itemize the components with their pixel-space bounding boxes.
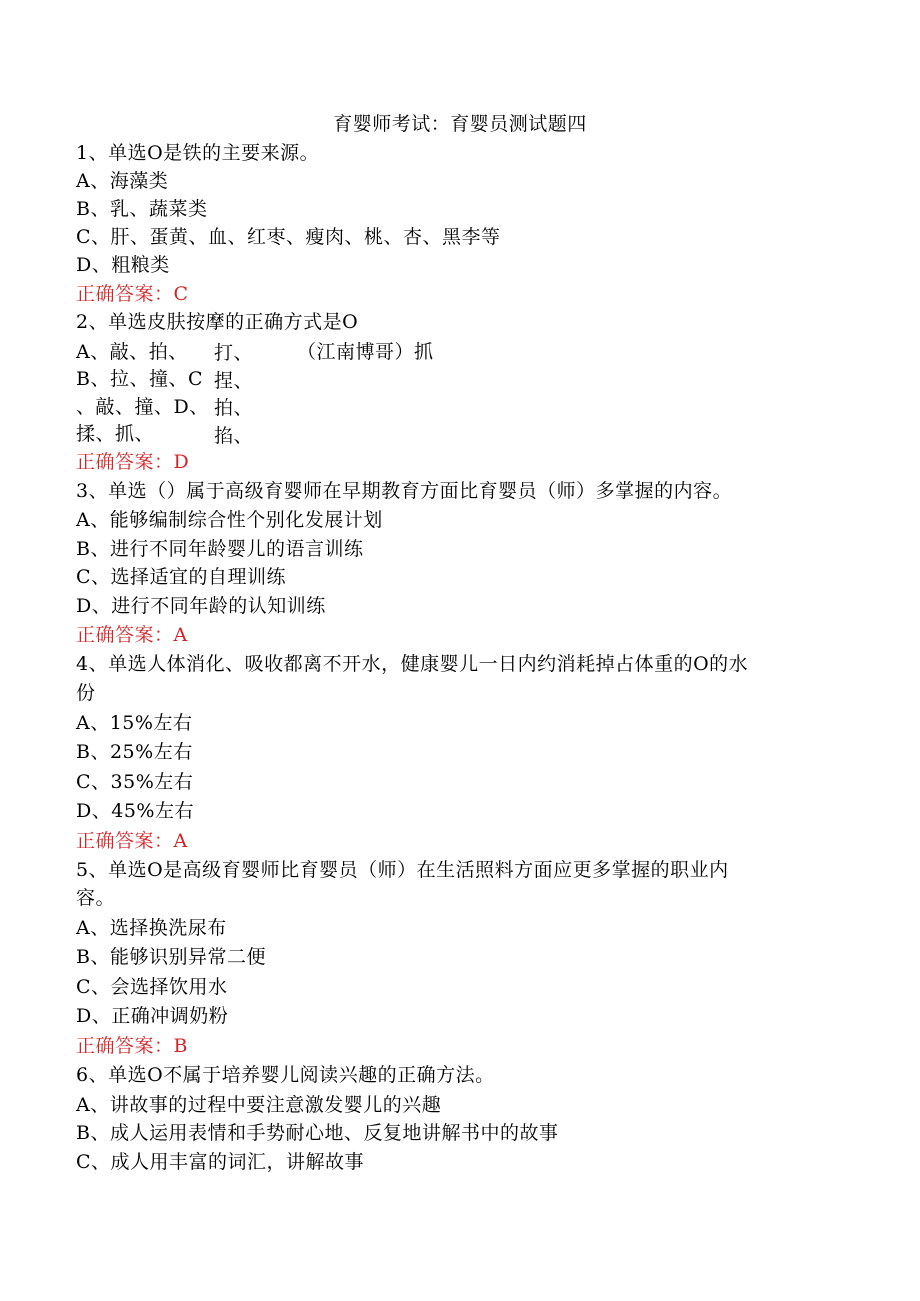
question-1-stem: 1、单选O是铁的主要来源。 (76, 142, 320, 164)
page-title: 育婴师考试：育婴员测试题四 (333, 113, 587, 135)
answer-label: 正确答案： (76, 830, 174, 852)
question-3-option-b: B、进行不同年龄婴儿的语言训练 (76, 538, 364, 560)
question-3-option-c: C、选择适宜的自理训练 (76, 566, 287, 588)
question-2-col2-row1: 打、 (214, 342, 254, 364)
question-1-option-a: A、海藻类 (76, 170, 169, 192)
question-2-col1-row1: A、敲、拍、 (76, 341, 188, 363)
question-2-col3-row1: （江南博哥）抓 (297, 341, 434, 363)
question-4-stem-line1: 4、单选人体消化、吸收都离不开水，健康婴儿一日内约消耗掉占体重的O的水 (76, 653, 749, 675)
question-6-option-b: B、成人运用表情和手势耐心地、反复地讲解书中的故事 (76, 1122, 559, 1144)
question-4-option-b: B、25%左右 (76, 741, 193, 763)
question-3-stem: 3、单选（）属于高级育婴师在早期教育方面比育婴员（师）多掌握的内容。 (76, 480, 733, 502)
question-1-option-b: B、乳、蔬菜类 (76, 198, 208, 220)
question-6-stem: 6、单选O不属于培养婴儿阅读兴趣的正确方法。 (76, 1064, 495, 1086)
question-5-option-a: A、选择换洗尿布 (76, 917, 227, 939)
question-5-option-d: D、正确冲调奶粉 (76, 1005, 229, 1027)
question-5-stem-line1: 5、单选O是高级育婴师比育婴员（师）在生活照料方面应更多掌握的职业内 (76, 859, 729, 881)
question-1-option-c: C、肝、蛋黄、血、红枣、瘦肉、桃、杏、黑李等 (76, 226, 501, 248)
answer-label: 正确答案： (76, 451, 174, 473)
question-2-answer (76, 450, 189, 474)
question-2-col1-row2: B、拉、撞、C (76, 368, 204, 390)
question-1-answer (76, 282, 189, 306)
question-3-option-d: D、进行不同年龄的认知训练 (76, 595, 326, 617)
answer-value: D (173, 451, 190, 473)
question-3-option-a: A、能够编制综合性个别化发展计划 (76, 509, 383, 531)
question-6-option-a: A、讲故事的过程中要注意激发婴儿的兴趣 (76, 1094, 442, 1116)
answer-label: 正确答案： (76, 1035, 174, 1057)
question-5-option-b: B、能够识别异常二便 (76, 946, 266, 968)
answer-value: B (173, 1035, 188, 1057)
answer-value: A (173, 624, 188, 646)
question-6-option-c: C、成人用丰富的词汇，讲解故事 (76, 1151, 365, 1173)
question-4-option-c: C、35%左右 (76, 771, 194, 793)
question-2-col2-row2: 捏、 (214, 370, 254, 392)
question-5-option-c: C、会选择饮用水 (76, 976, 228, 998)
answer-value: C (173, 283, 189, 305)
question-2-stem: 2、单选皮肤按摩的正确方式是O (76, 311, 359, 333)
question-3-answer (76, 623, 188, 647)
question-4-option-a: A、15%左右 (76, 712, 193, 734)
question-1-option-d: D、粗粮类 (76, 254, 170, 276)
question-4-answer (76, 829, 188, 853)
question-4-option-d: D、45%左右 (76, 800, 194, 822)
question-2-col2-row3: 拍、 (214, 397, 254, 419)
question-2-col1-row4: 揉、抓、 (76, 423, 155, 445)
question-5-answer (76, 1034, 188, 1058)
question-2-col1-row3: 、敲、撞、D、 (76, 396, 209, 418)
answer-label: 正确答案： (76, 624, 174, 646)
question-5-stem-line2: 容。 (76, 887, 116, 909)
answer-value: A (173, 830, 188, 852)
question-2-col2-row4: 掐、 (214, 425, 254, 447)
question-4-stem-line2: 份 (76, 682, 96, 704)
answer-label: 正确答案： (76, 283, 174, 305)
